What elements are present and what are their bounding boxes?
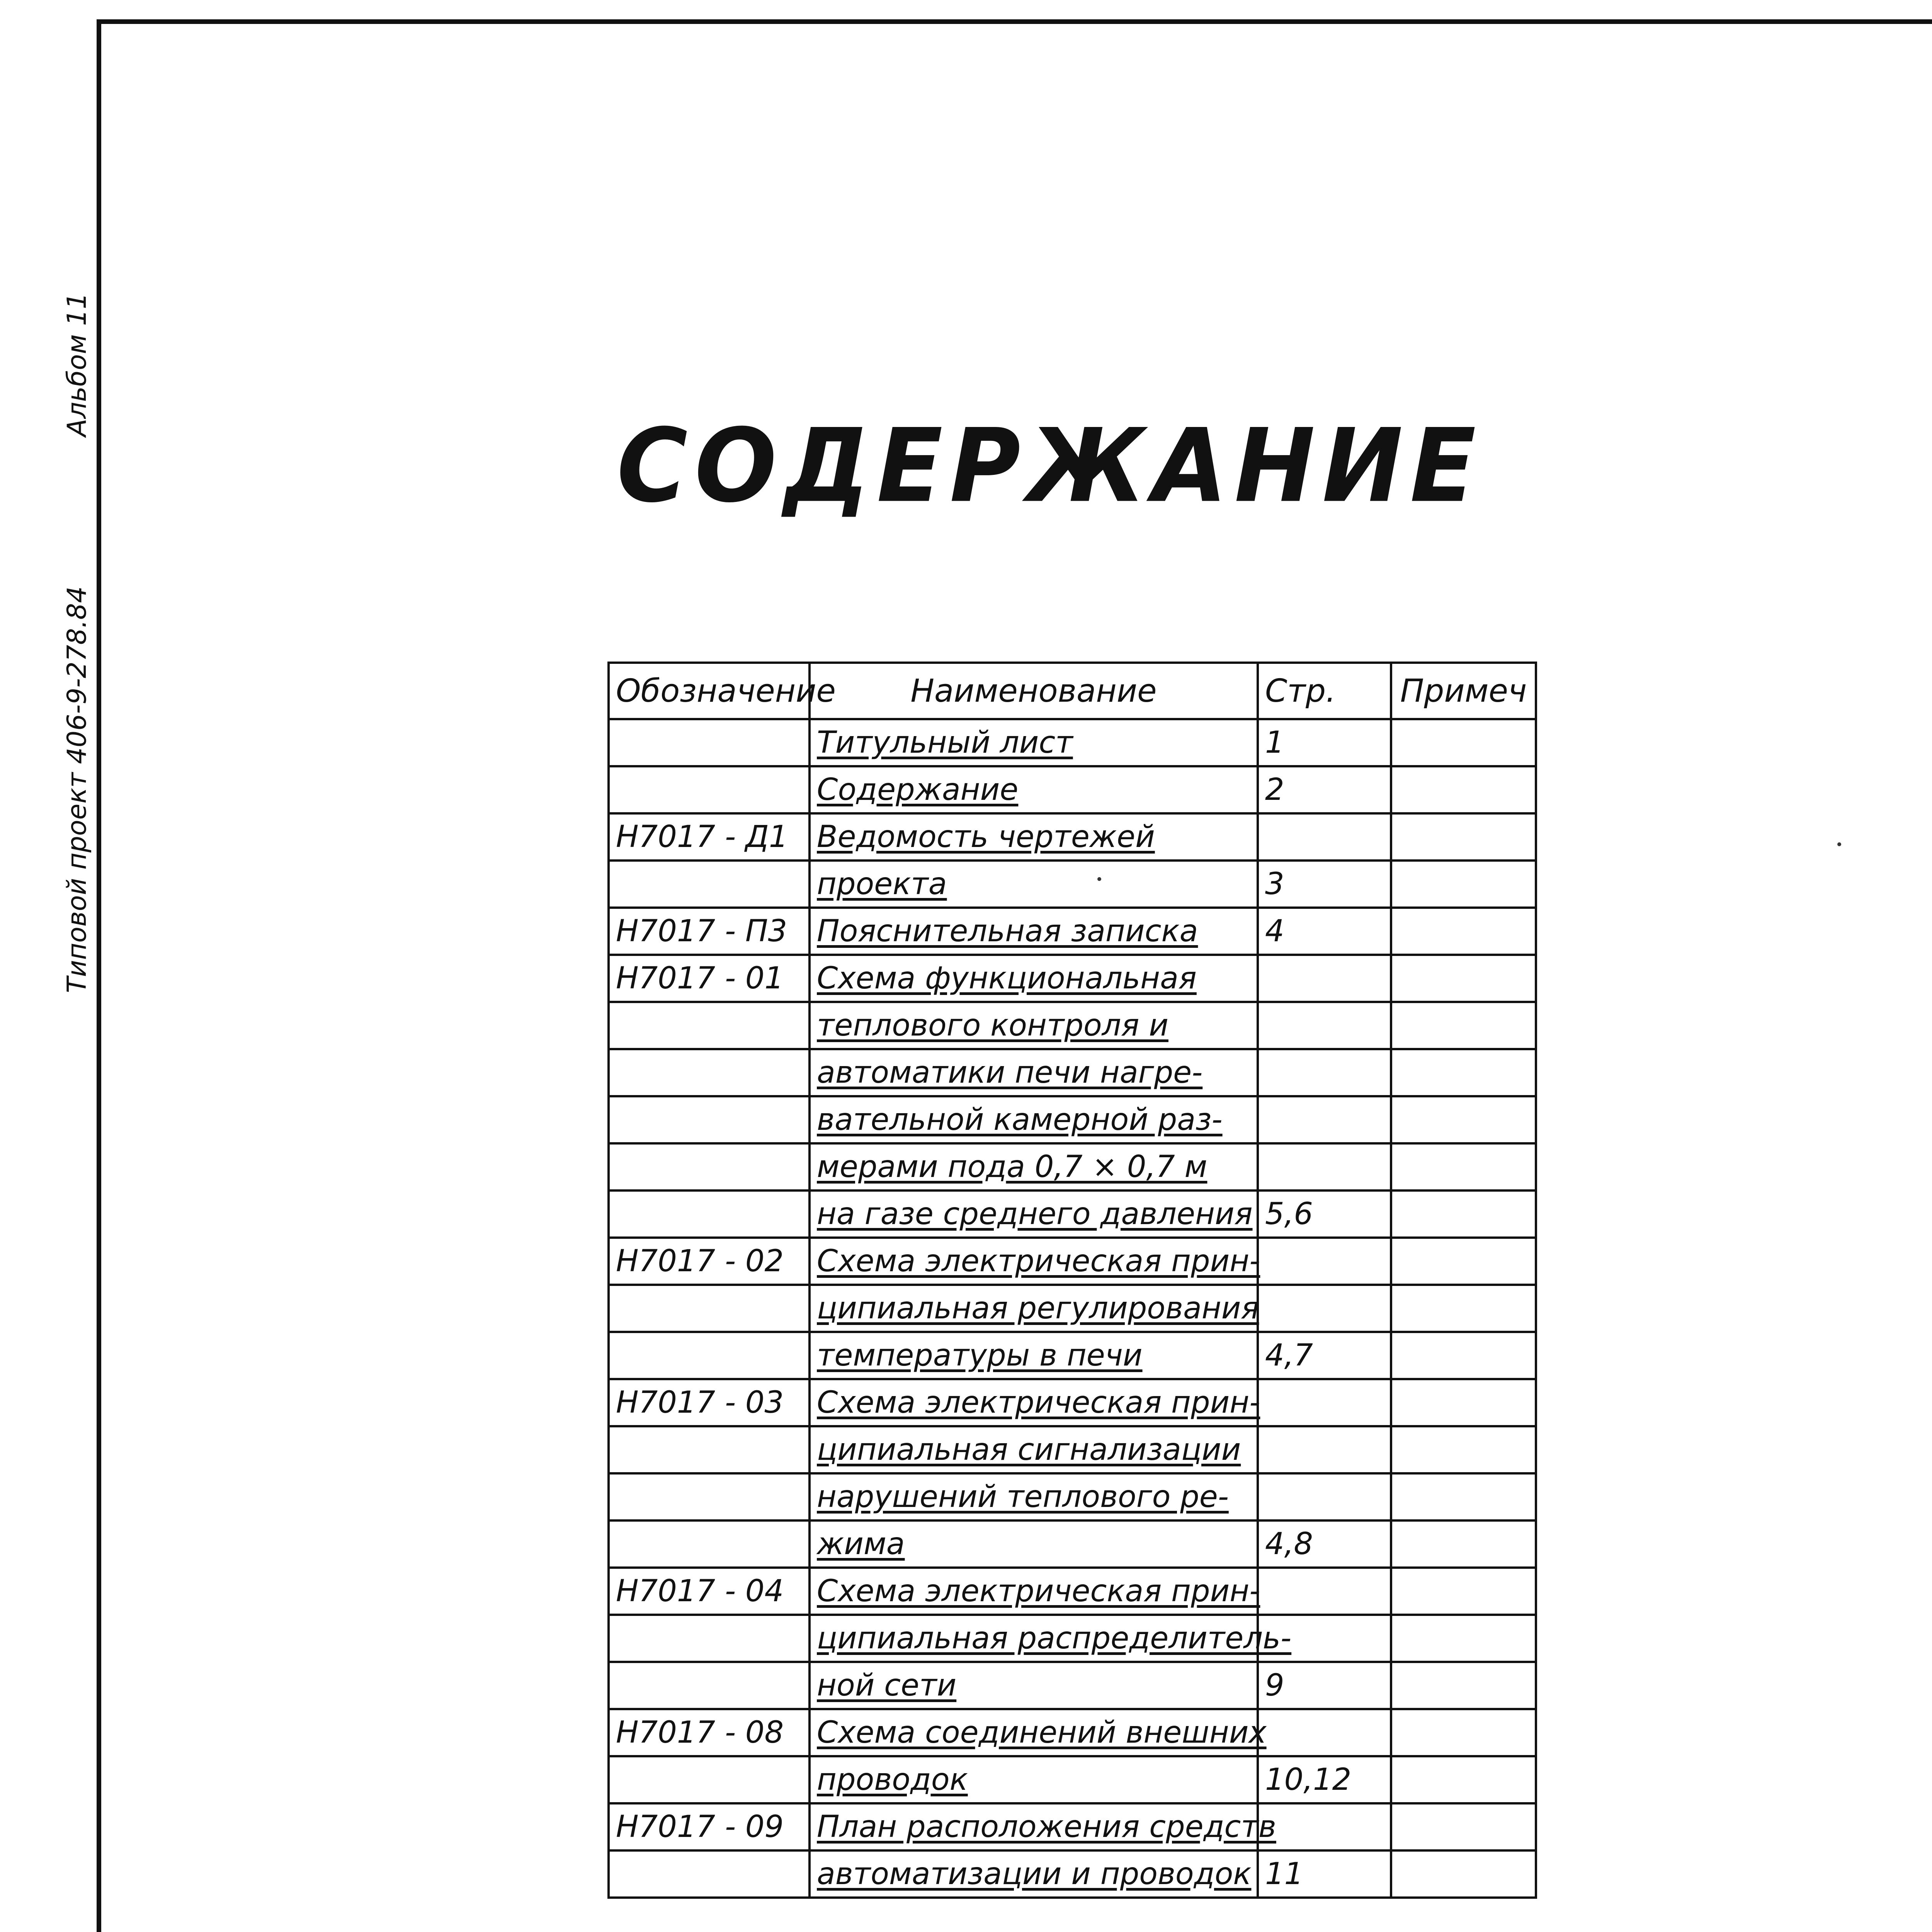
- cell-name: проводок: [810, 1756, 1258, 1803]
- cell-name: ципиальная распределитель-: [810, 1615, 1258, 1662]
- cell-note: [1391, 1190, 1536, 1238]
- cell-page: 2: [1258, 766, 1391, 813]
- cell-designation: [609, 766, 810, 813]
- cell-designation: Н7017 - 08: [609, 1709, 810, 1756]
- cell-note: [1391, 1615, 1536, 1662]
- cell-page: [1258, 1285, 1391, 1332]
- cell-designation: Н7017 - Д1: [609, 813, 810, 861]
- cell-designation: Н7017 - П3: [609, 908, 810, 955]
- cell-page: 3: [1258, 861, 1391, 908]
- cell-note: [1391, 1850, 1536, 1898]
- table-row: [609, 1473, 1536, 1520]
- cell-name: вательной камерной раз-: [810, 1096, 1258, 1143]
- cell-page: [1258, 955, 1391, 1002]
- cell-page: [1258, 1379, 1391, 1426]
- header-name: Наименование: [810, 663, 1258, 719]
- cell-designation: Н7017 - 04: [609, 1568, 810, 1615]
- table-row: [609, 1520, 1536, 1568]
- table-row: [609, 1615, 1536, 1662]
- table-row: [609, 1803, 1536, 1850]
- cell-name: автоматики печи нагре-: [810, 1049, 1258, 1096]
- cell-designation: [609, 1143, 810, 1190]
- cell-name: План расположения средств: [810, 1803, 1258, 1850]
- cell-designation: [609, 1615, 810, 1662]
- cell-designation: Н7017 - 03: [609, 1379, 810, 1426]
- table-row: [609, 1190, 1536, 1238]
- cell-page: [1258, 1238, 1391, 1285]
- cell-name: жима: [810, 1520, 1258, 1568]
- cell-page: 4,8: [1258, 1520, 1391, 1568]
- cell-page: 11: [1258, 1850, 1391, 1898]
- cell-page: [1258, 1049, 1391, 1096]
- cell-page: [1258, 1096, 1391, 1143]
- cell-designation: [609, 1473, 810, 1520]
- cell-note: [1391, 1426, 1536, 1473]
- cell-name: Схема функциональная: [810, 955, 1258, 1002]
- cell-note: [1391, 908, 1536, 955]
- cell-note: [1391, 1096, 1536, 1143]
- table-row: [609, 1426, 1536, 1473]
- cell-note: [1391, 1803, 1536, 1850]
- cell-note: [1391, 1709, 1536, 1756]
- cell-page: 10,12: [1258, 1756, 1391, 1803]
- cell-designation: [609, 1096, 810, 1143]
- table-row: [609, 1285, 1536, 1332]
- table-row: [609, 1850, 1536, 1898]
- cell-name: температуры в печи: [810, 1332, 1258, 1379]
- cell-note: [1391, 861, 1536, 908]
- cell-page: [1258, 1709, 1391, 1756]
- cell-note: [1391, 1379, 1536, 1426]
- cell-designation: [609, 1002, 810, 1049]
- cell-name: Схема электрическая прин-: [810, 1568, 1258, 1615]
- cell-name: Схема электрическая прин-: [810, 1379, 1258, 1426]
- table-row: [609, 1332, 1536, 1379]
- page-title: СОДЕРЖАНИЕ: [617, 406, 1483, 525]
- cell-designation: [609, 861, 810, 908]
- contents-table: [607, 662, 1537, 1899]
- cell-designation: Н7017 - 01: [609, 955, 810, 1002]
- table-row: [609, 1096, 1536, 1143]
- header-note: Примеч: [1391, 663, 1536, 719]
- table-row: [609, 1709, 1536, 1756]
- cell-name: Пояснительная записка: [810, 908, 1258, 955]
- table-row: [609, 955, 1536, 1002]
- table-row: [609, 1568, 1536, 1615]
- table-row: [609, 719, 1536, 766]
- cell-page: 9: [1258, 1662, 1391, 1709]
- table-row: [609, 813, 1536, 861]
- cell-note: [1391, 813, 1536, 861]
- cell-note: [1391, 1520, 1536, 1568]
- scan-speck: [1097, 877, 1101, 881]
- project-label: Типовой проект 406-9-278.84: [62, 586, 92, 993]
- cell-designation: [609, 719, 810, 766]
- cell-name: Схема соединений внешних: [810, 1709, 1258, 1756]
- cell-page: [1258, 1568, 1391, 1615]
- cell-designation: Н7017 - 02: [609, 1238, 810, 1285]
- cell-designation: [609, 1426, 810, 1473]
- cell-note: [1391, 1756, 1536, 1803]
- cell-note: [1391, 1238, 1536, 1285]
- cell-note: [1391, 1662, 1536, 1709]
- cell-note: [1391, 1002, 1536, 1049]
- cell-designation: Н7017 - 09: [609, 1803, 810, 1850]
- table-body: [609, 719, 1536, 1898]
- cell-designation: [609, 1332, 810, 1379]
- cell-designation: [609, 1756, 810, 1803]
- table-row: [609, 1238, 1536, 1285]
- cell-page: [1258, 1143, 1391, 1190]
- cell-note: [1391, 955, 1536, 1002]
- cell-designation: [609, 1190, 810, 1238]
- cell-designation: [609, 1520, 810, 1568]
- cell-note: [1391, 1473, 1536, 1520]
- cell-note: [1391, 1143, 1536, 1190]
- cell-name: автоматизации и проводок: [810, 1850, 1258, 1898]
- cell-name: проекта: [810, 861, 1258, 908]
- cell-designation: [609, 1662, 810, 1709]
- cell-name: Содержание: [810, 766, 1258, 813]
- cell-page: [1258, 1426, 1391, 1473]
- cell-name: ципиальная сигнализации: [810, 1426, 1258, 1473]
- cell-name: ной сети: [810, 1662, 1258, 1709]
- scan-speck: [1837, 842, 1841, 846]
- cell-page: [1258, 813, 1391, 861]
- cell-designation: [609, 1850, 810, 1898]
- table-row: [609, 766, 1536, 813]
- cell-page: [1258, 1473, 1391, 1520]
- cell-note: [1391, 766, 1536, 813]
- header-designation: Обозначение: [609, 663, 810, 719]
- cell-name: теплового контроля и: [810, 1002, 1258, 1049]
- cell-page: 4: [1258, 908, 1391, 955]
- cell-name: мерами пода 0,7 × 0,7 м: [810, 1143, 1258, 1190]
- cell-page: 4,7: [1258, 1332, 1391, 1379]
- cell-name: Схема электрическая прин-: [810, 1238, 1258, 1285]
- cell-note: [1391, 1332, 1536, 1379]
- table-row: [609, 1662, 1536, 1709]
- table-header-row: [609, 663, 1536, 719]
- cell-note: [1391, 719, 1536, 766]
- cell-page: [1258, 1803, 1391, 1850]
- cell-note: [1391, 1049, 1536, 1096]
- album-label: Альбом 11: [62, 292, 92, 437]
- cell-page: [1258, 1002, 1391, 1049]
- cell-name: на газе среднего давления: [810, 1190, 1258, 1238]
- cell-designation: [609, 1285, 810, 1332]
- cell-note: [1391, 1568, 1536, 1615]
- table-row: [609, 1143, 1536, 1190]
- cell-page: 1: [1258, 719, 1391, 766]
- table-row: [609, 1756, 1536, 1803]
- table-row: [609, 1049, 1536, 1096]
- header-page: Стр.: [1258, 663, 1391, 719]
- cell-name: Титульный лист: [810, 719, 1258, 766]
- cell-name: ципиальная регулирования: [810, 1285, 1258, 1332]
- table-row: [609, 1379, 1536, 1426]
- table-row: [609, 861, 1536, 908]
- cell-note: [1391, 1285, 1536, 1332]
- table-row: [609, 908, 1536, 955]
- cell-name: Ведомость чертежей: [810, 813, 1258, 861]
- cell-page: 5,6: [1258, 1190, 1391, 1238]
- cell-designation: [609, 1049, 810, 1096]
- table-row: [609, 1002, 1536, 1049]
- cell-name: нарушений теплового ре-: [810, 1473, 1258, 1520]
